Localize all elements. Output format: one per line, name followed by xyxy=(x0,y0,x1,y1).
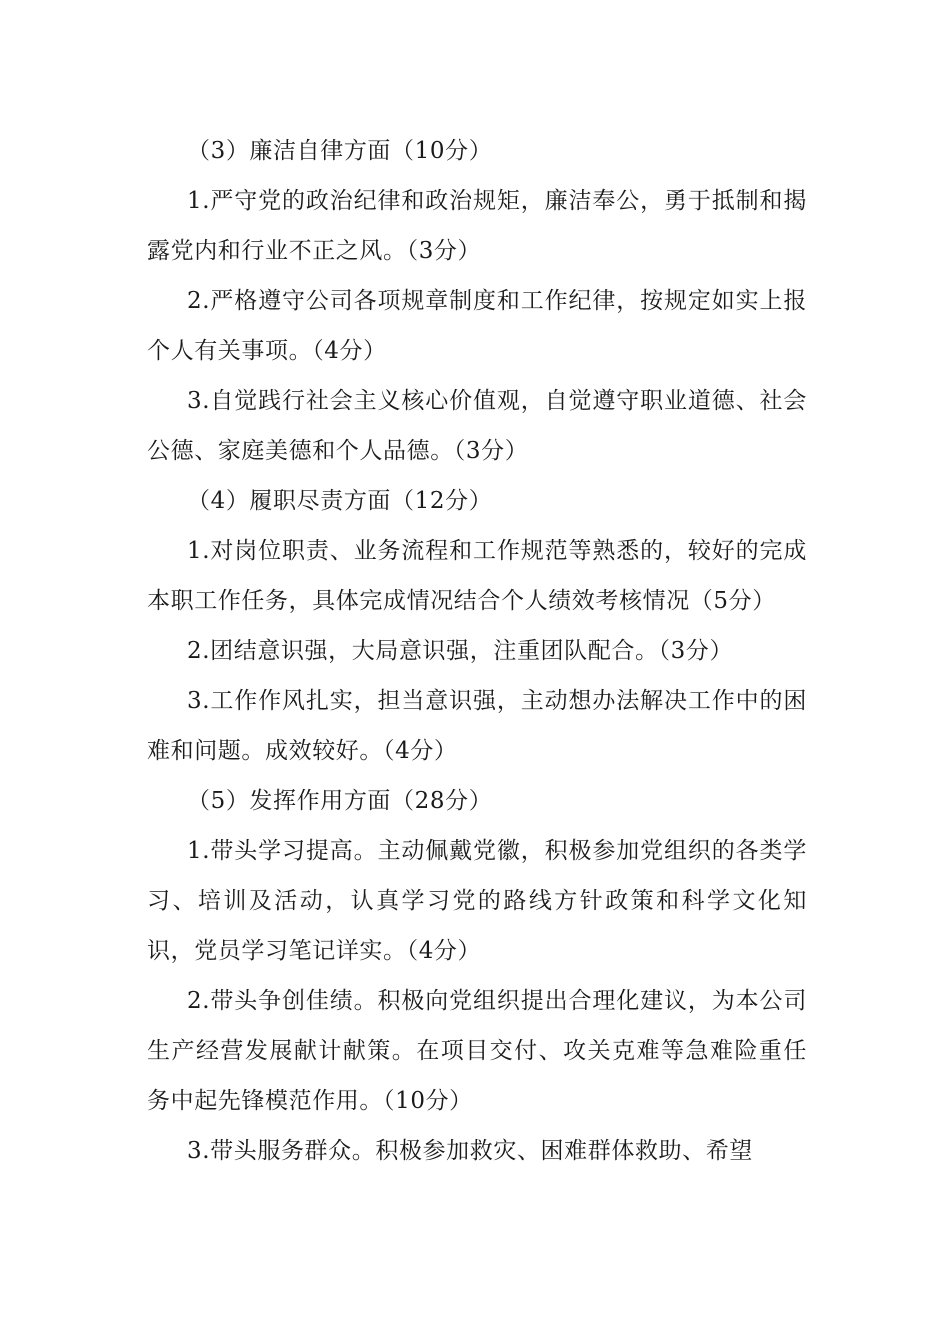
section-heading-duty: （4）履职尽责方面（12分） xyxy=(187,488,493,514)
duty-item-2: 2.团结意识强，大局意识强，注重团队配合。（3分） xyxy=(187,638,734,664)
integrity-item-1: 1.严守党的政治纪律和政治规矩，廉洁奉公，勇于抵制和揭露党内和行业不正之风。（3分） xyxy=(147,188,807,264)
role-item-1: 1.带头学习提高。主动佩戴党徽，积极参加党组织的各类学习、培训及活动，认真学习党的路线方针政策和科学文化知识，党员学习笔记详实。（4分） xyxy=(147,838,807,964)
role-item-2: 2.带头争创佳绩。积极向党组织提出合理化建议，为本公司生产经营发展献计献策。在项目交付、攻关克难等急难险重任务中起先锋模范作用。（10分） xyxy=(147,988,807,1114)
integrity-item-2: 2.严格遵守公司各项规章制度和工作纪律，按规定如实上报个人有关事项。（4分） xyxy=(147,288,807,364)
role-item-3: 3.带头服务群众。积极参加救灾、困难群体救助、希望 xyxy=(187,1138,753,1164)
section-heading-role: （5）发挥作用方面（28分） xyxy=(187,788,493,814)
integrity-item-3: 3.自觉践行社会主义核心价值观，自觉遵守职业道德、社会公德、家庭美德和个人品德。（3分） xyxy=(147,388,807,464)
document-body xyxy=(147,126,807,1176)
section-heading-integrity: （3）廉洁自律方面（10分） xyxy=(187,138,493,164)
duty-item-1: 1.对岗位职责、业务流程和工作规范等熟悉的，较好的完成本职工作任务，具体完成情况结合个人绩效考核情况（5分） xyxy=(147,538,807,614)
duty-item-3: 3.工作作风扎实，担当意识强，主动想办法解决工作中的困难和问题。成效较好。（4分） xyxy=(147,688,807,764)
